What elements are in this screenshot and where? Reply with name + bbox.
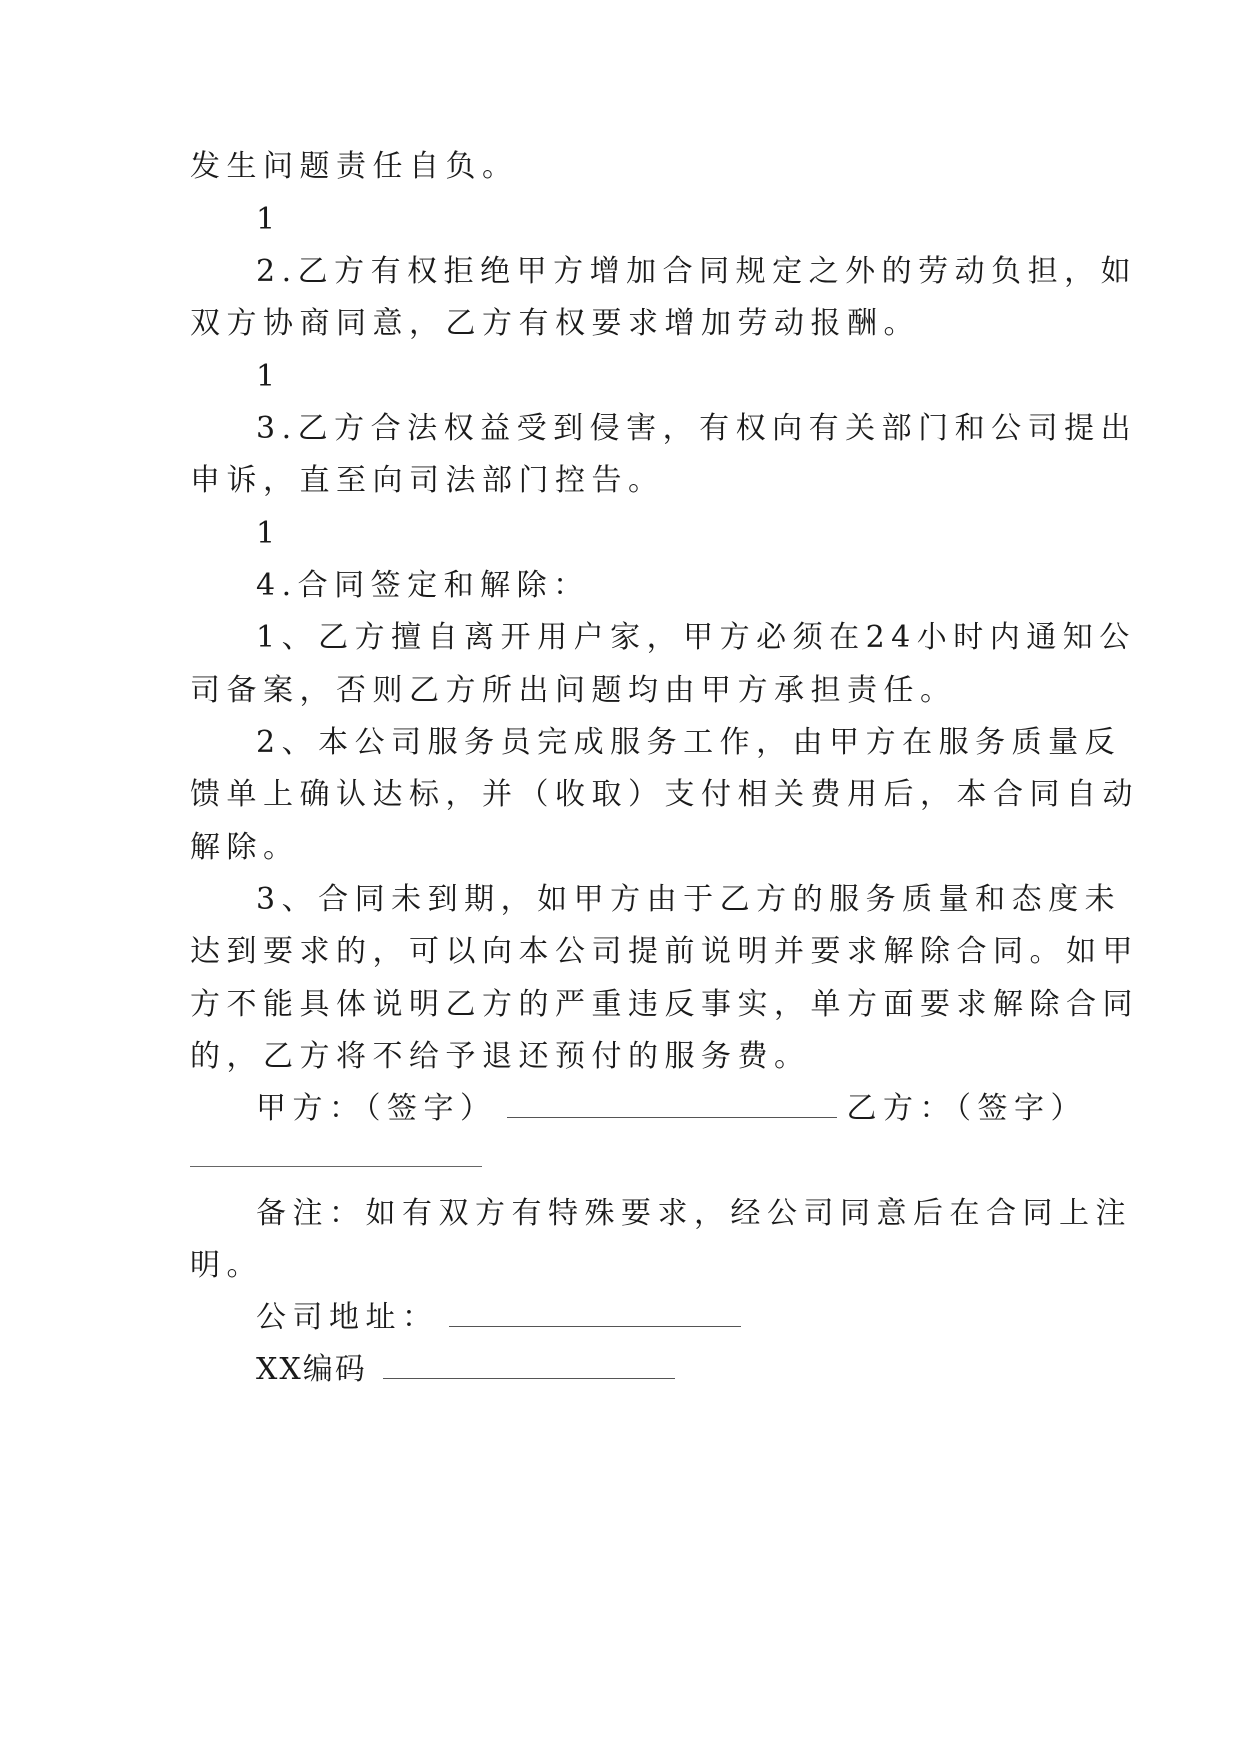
address-row: [256, 1298, 751, 1338]
address-blank[interactable]: [449, 1300, 741, 1327]
clause-number: 1: [256, 359, 282, 394]
code-row: [256, 1350, 685, 1390]
paragraph-line: 达到要求的，可以向本公司提前说明并要求解除合同。如甲: [190, 934, 1139, 969]
paragraph-line: 的，乙方将不给予退还预付的服务费。: [190, 1039, 811, 1074]
paragraph-line: 方不能具体说明乙方的严重违反事实，单方面要求解除合同: [190, 987, 1139, 1022]
paragraph-line: 馈单上确认达标，并（收取）支付相关费用后，本合同自动: [190, 777, 1139, 812]
paragraph-line: 3、合同未到期，如甲方由于乙方的服务质量和态度未: [256, 882, 1122, 917]
note-line: 备注：如有双方有特殊要求，经公司同意后在合同上注: [256, 1196, 1132, 1231]
paragraph-line: 解除。: [190, 830, 300, 865]
signature-row: [256, 1089, 1087, 1129]
paragraph-line: 司备案，否则乙方所出问题均由甲方承担责任。: [190, 673, 957, 708]
code-label: XX编码: [256, 1352, 367, 1387]
paragraph-line: 双方协商同意，乙方有权要求增加劳动报酬。: [190, 306, 920, 341]
party-a-signature-blank[interactable]: [507, 1091, 837, 1118]
paragraph-line: 3.乙方合法权益受到侵害，有权向有关部门和公司提出: [256, 411, 1138, 446]
party-b-signature-blank[interactable]: [190, 1166, 482, 1167]
address-label: 公司地址：: [256, 1300, 439, 1335]
paragraph-line: 申诉，直至向司法部门控告。: [190, 463, 665, 498]
paragraph-line: 2、本公司服务员完成服务工作，由甲方在服务质量反: [256, 725, 1122, 760]
clause-number: 1: [256, 516, 282, 551]
code-blank[interactable]: [383, 1352, 675, 1379]
note-line: 明。: [190, 1248, 263, 1283]
section-heading: 4.合同签定和解除：: [256, 568, 590, 603]
paragraph-line: 1、乙方擅自离开用户家，甲方必须在24小时内通知公: [256, 620, 1136, 655]
paragraph-line: 2.乙方有权拒绝甲方增加合同规定之外的劳动负担，如: [256, 254, 1138, 289]
party-b-label: 乙方：（签字）: [846, 1091, 1087, 1126]
clause-number: 1: [256, 202, 282, 237]
paragraph-line: 发生问题责任自负。: [190, 149, 519, 184]
party-a-label: 甲方：（签字）: [256, 1091, 497, 1126]
